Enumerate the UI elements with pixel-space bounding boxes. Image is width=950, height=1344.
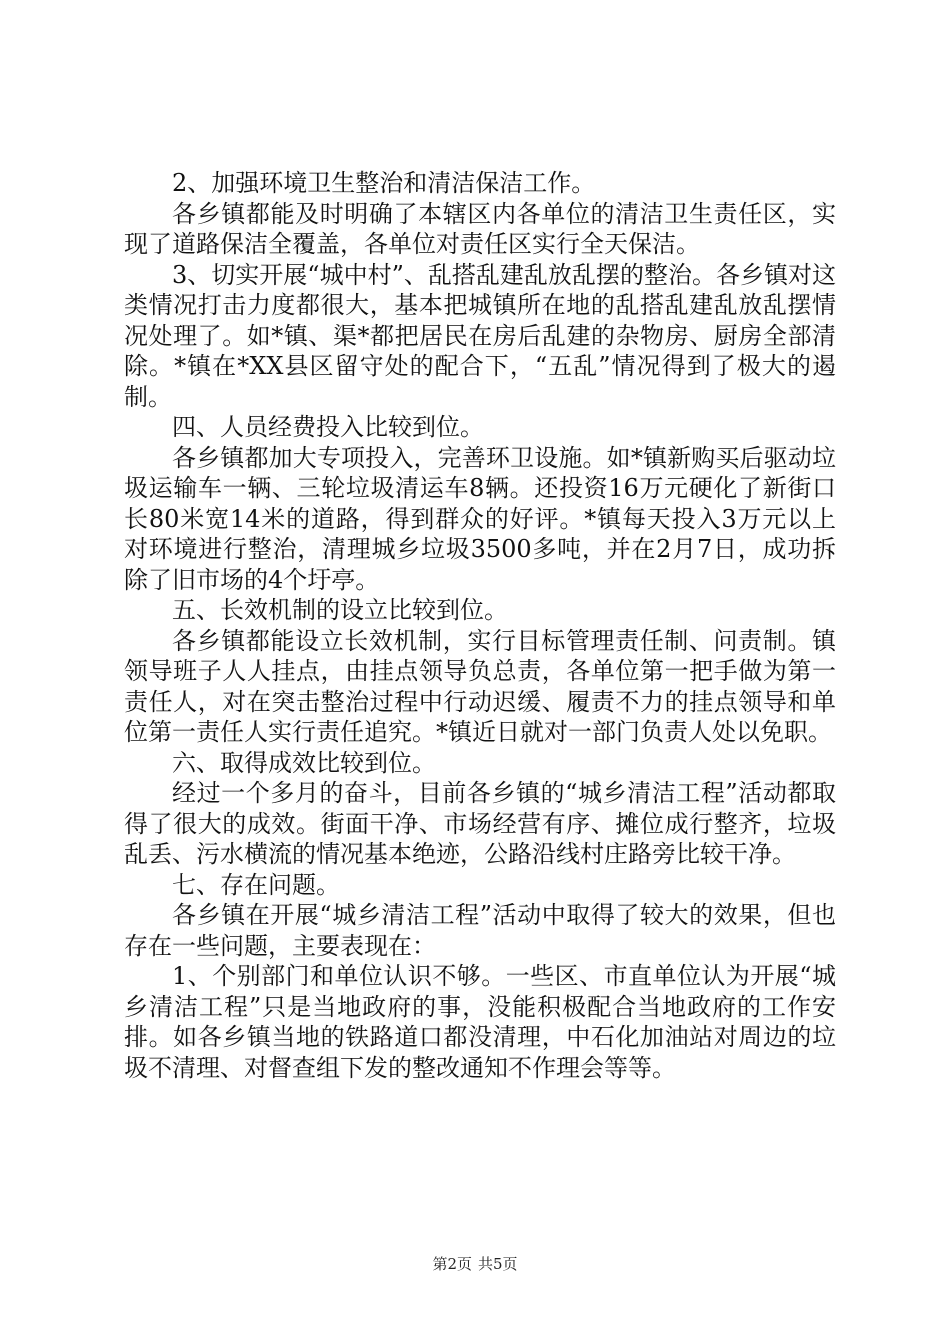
paragraph-section-2-heading: 2、加强环境卫生整治和清洁保洁工作。 <box>172 169 596 197</box>
heading-long-term-mechanism: 五、长效机制的设立比较到位。 <box>172 596 508 624</box>
paragraph-results-details: 经过一个多月的奋斗，目前各乡镇的“城乡清洁工程”活动都取得了很大的成效。街面干净、市场经营有序、摊位成行整齐，垃圾乱丢、污水横流的情况基本绝迹，公路沿线村庄路旁比较干净。 <box>124 779 836 868</box>
paragraph-mechanism-details: 各乡镇都能设立长效机制，实行目标管理责任制、问责制。镇领导班子人人挂点，由挂点领导负总责，各单位第一把手做为第一责任人，对在突击整治过程中行动迟缓、履责不力的挂点领导和单位第一责任人实行责任追究。*镇近日就对一部门负责人处以免职。 <box>124 626 836 746</box>
page-number-total: 共5页 <box>478 1255 518 1273</box>
heading-results: 六、取得成效比较到位。 <box>172 748 436 777</box>
page-number-current: 第2页 <box>432 1255 472 1273</box>
paragraph-problems-intro: 各乡镇在开展“城乡清洁工程”活动中取得了较大的效果，但也存在一些问题，主要表现在： <box>124 901 836 960</box>
page-footer <box>0 1254 950 1274</box>
paragraph-problem-1: 1、个别部门和单位认识不够。一些区、市直单位认为开展“城乡清洁工程”只是当地政府的事，没能积极配合当地政府的工作安排。如各乡镇当地的铁路道口都没清理，中石化加油站对周边的垃圾不清理、对督查组下发的整改通知不作理会等等。 <box>124 962 836 1082</box>
heading-funding-investment: 四、人员经费投入比较到位。 <box>172 413 484 441</box>
document-body <box>124 168 836 1083</box>
paragraph-cleaning-responsibility: 各乡镇都能及时明确了本辖区内各单位的清洁卫生责任区，实现了道路保洁全覆盖，各单位对责任区实行全天保洁。 <box>124 199 836 258</box>
paragraph-funding-details: 各乡镇都加大专项投入，完善环卫设施。如*镇新购买后驱动垃圾运输车一辆、三轮垃圾清运车8辆。还投资16万元硬化了新街口长80米宽14米的道路，得到群众的好评。*镇每天投入3万元以上对环境进行整治，清理城乡垃圾3500多吨，并在2月7日，成功拆除了旧市场的4个圩亭。 <box>124 443 836 594</box>
heading-existing-problems: 七、存在问题。 <box>172 870 340 899</box>
paragraph-section-3-urban-village: 3、切实开展“城中村”、乱搭乱建乱放乱摆的整治。各乡镇对这类情况打击力度都很大，基本把城镇所在地的乱搭乱建乱放乱摆情况处理了。如*镇、渠*都把居民在房后乱建的杂物房、厨房全部清除。*镇在*XX县区留守处的配合下，“五乱”情况得到了极大的遏制。 <box>124 260 836 411</box>
